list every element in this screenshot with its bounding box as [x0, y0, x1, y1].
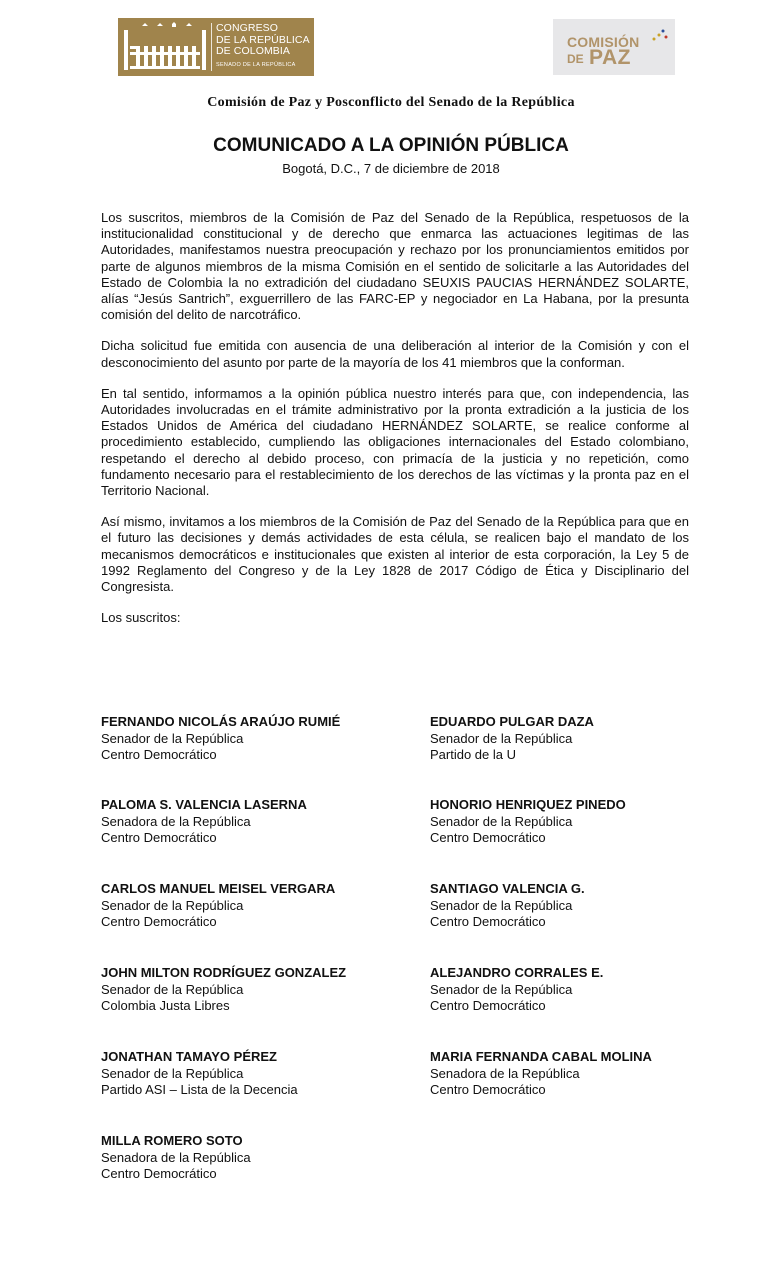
- signatory: [101, 1049, 401, 1099]
- document-body: [101, 210, 689, 641]
- signatory: [101, 881, 401, 931]
- signatory-party: Centro Democrático: [101, 1166, 217, 1181]
- signatory-name: MILLA ROMERO SOTO: [101, 1133, 243, 1148]
- signatory-name: ALEJANDRO CORRALES E.: [430, 965, 604, 980]
- signatory-party: Colombia Justa Libres: [101, 998, 230, 1013]
- signatory-role: Senador de la República: [430, 981, 573, 997]
- signatory: [101, 965, 401, 1015]
- signatory-name: MARIA FERNANDA CABAL MOLINA: [430, 1049, 652, 1064]
- signatory-name: PALOMA S. VALENCIA LASERNA: [101, 797, 307, 812]
- signatory-name: FERNANDO NICOLÁS ARAÚJO RUMIÉ: [101, 714, 341, 729]
- congreso-line-3: DE COLOMBIA: [216, 45, 291, 57]
- signatory: [430, 1049, 730, 1099]
- commission-name: Comisión de Paz y Posconflicto del Senado de la República: [207, 95, 575, 110]
- signatory-role: Senador de la República: [101, 730, 244, 746]
- place-date: Bogotá, D.C., 7 de diciembre de 2018: [282, 161, 500, 176]
- congreso-line-2: DE LA REPÚBLICA: [216, 33, 310, 46]
- signatory-name: EDUARDO PULGAR DAZA: [430, 714, 594, 729]
- paragraph: Dicha solicitud fue emitida con ausencia de una deliberación al interior de la Comisión y con el desconocimiento del asunto por parte de la mayoría de los 41 miembros que la conforman.: [101, 338, 689, 370]
- letterhead: [0, 0, 782, 90]
- document-title: COMUNICADO A LA OPINIÓN PÚBLICA: [213, 135, 569, 156]
- paz-logo-de: DE: [567, 52, 584, 66]
- signatory: [430, 881, 730, 931]
- paz-logo-paz: PAZ: [589, 46, 631, 69]
- signatory: [101, 714, 401, 764]
- signatory-role: Senador de la República: [101, 981, 244, 997]
- signatory-role: Senador de la República: [430, 897, 573, 913]
- signatory-role: Senador de la República: [101, 897, 244, 913]
- signatory: [101, 1133, 401, 1183]
- signatory-party: Centro Democrático: [430, 914, 546, 929]
- signatory-name: JOHN MILTON RODRÍGUEZ GONZALEZ: [101, 965, 347, 980]
- signatory-party: Centro Democrático: [430, 1082, 546, 1097]
- signatory-role: Senador de la República: [430, 813, 573, 829]
- congreso-line-1: CONGRESO: [216, 22, 279, 34]
- paragraph: Así mismo, invitamos a los miembros de la Comisión de Paz del Senado de la República para que en el futuro las decisiones y demás actividades de esta célula, se realicen bajo el mandato de los mecanismos democráticos e institucionales que existen al interior de esta corporación, la Ley 5 de 1992 Reglamento del Congreso y de la Ley 1828 de 2017 Código de Ética y Disciplinario del Congresista.: [101, 514, 689, 595]
- comision-de-paz-logo: [553, 19, 675, 75]
- signatory-role: Senadora de la República: [101, 1149, 251, 1165]
- signatory-name: CARLOS MANUEL MEISEL VERGARA: [101, 881, 336, 896]
- signatory-party: Centro Democrático: [430, 998, 546, 1013]
- signatory-name: JONATHAN TAMAYO PÉREZ: [101, 1049, 277, 1064]
- signatories-intro: Los suscritos:: [101, 610, 181, 626]
- signatory: [430, 797, 730, 847]
- signatory-party: Centro Democrático: [101, 914, 217, 929]
- congreso-logo: [118, 18, 314, 76]
- signatory-party: Partido ASI – Lista de la Decencia: [101, 1082, 298, 1097]
- signatory-name: HONORIO HENRIQUEZ PINEDO: [430, 797, 626, 812]
- stars-icon: [651, 27, 669, 43]
- paz-logo-comision: COMISIÓN: [567, 34, 640, 50]
- signatory-party: Centro Democrático: [101, 830, 217, 845]
- signatory-role: Senador de la República: [430, 730, 573, 746]
- signatory-name: SANTIAGO VALENCIA G.: [430, 881, 585, 896]
- signatory: [430, 965, 730, 1015]
- signatory: [101, 797, 401, 847]
- signatory: [430, 714, 730, 764]
- congreso-logo-sub: SENADO DE LA REPÚBLICA: [216, 62, 296, 68]
- paragraph: Los suscritos, miembros de la Comisión de Paz del Senado de la República, respetuosos de la institucionalidad constitucional y de derecho que enmarca las actuaciones legitimas de las Autoridades, manifestamos nuestra preocupación y rechazo por los pronunciamientos emitidos por parte de algunos miembros de la misma Comisión en el sentido de solicitarle a las Autoridades del Estado de Colombia la no extradición del ciudadano SEUXIS PAUCIAS HERNÁNDEZ SOLARTE, alías “Jesús Santrich”, exguerrillero de las FARC-EP y negociador en La Habana, por la presunta comisión del delito de narcotráfico.: [101, 210, 689, 323]
- logo-divider: [211, 23, 212, 71]
- capitol-icon: [122, 22, 208, 72]
- signatory-party: Centro Democrático: [101, 747, 217, 762]
- signatory-role: Senador de la República: [101, 1065, 244, 1081]
- signatory-party: Partido de la U: [430, 747, 516, 762]
- signatory-role: Senadora de la República: [101, 813, 251, 829]
- signatory-role: Senadora de la República: [430, 1065, 580, 1081]
- congreso-logo-text: [216, 23, 312, 58]
- signatory-party: Centro Democrático: [430, 830, 546, 845]
- paragraph: En tal sentido, informamos a la opinión pública nuestro interés para que, con independencia, las Autoridades involucradas en el trámite administrativo por la pronta extradición a la justicia de los Estados Unidos de América del ciudadano HERNÁNDEZ SOLARTE, se realice conforme al procedimiento establecido, cumpliendo las obligaciones internacionales del Estado colombiano, respetando el derecho al debido proceso, con primacía de la justicia y no repetición, como fundamento necesario para el restablecimiento de los derechos de las víctimas y la pronta paz en el Territorio Nacional.: [101, 385, 689, 499]
